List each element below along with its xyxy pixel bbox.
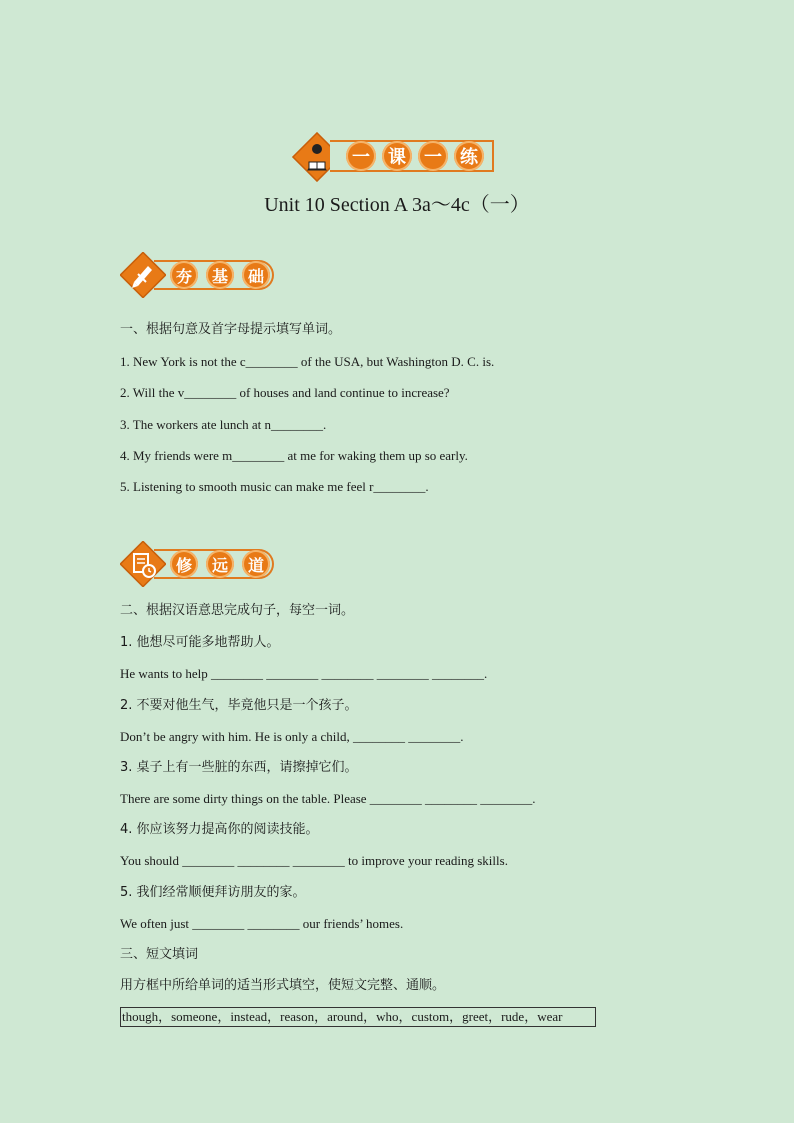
- exercise-prompt-zh: 3. 桌子上有一些脏的东西，请擦掉它们。: [120, 760, 358, 775]
- exercise-item: 4. My friends were m________ at me for waking them up so early.: [120, 448, 468, 463]
- exercise-item: 3. The workers ate lunch at n________.: [120, 417, 327, 432]
- exercise-sentence-en: We often just ________ ________ our friends’ homes.: [120, 916, 404, 931]
- exercise-prompt-zh: 1. 他想尽可能多地帮助人。: [120, 635, 280, 650]
- section-char: 夯: [170, 261, 198, 289]
- exercise-sentence-en: You should ________ ________ ________ to improve your reading skills.: [120, 853, 508, 868]
- section1-heading: 一、根据句意及首字母提示填写单词。: [120, 322, 342, 337]
- exercise-item: 1. New York is not the c________ of the USA, but Washington D. C. is.: [120, 354, 495, 369]
- lesson-banner: [290, 130, 500, 182]
- banner-char: 一: [418, 141, 448, 171]
- section-char: 远: [206, 550, 234, 578]
- word-bank-box: though，someone，instead，reason，around，who，custom，greet，rude，wear: [120, 1007, 596, 1027]
- exercise-sentence-en: There are some dirty things on the table. Please ________ ________ ________.: [120, 791, 536, 806]
- section3-heading: 三、短文填词: [120, 947, 199, 962]
- section3-instruction: 用方框中所给单词的适当形式填空，使短文完整、通顺。: [120, 978, 446, 993]
- section-char: 基: [206, 261, 234, 289]
- exercise-sentence-en: Don’t be angry with him. He is only a child, ________ ________.: [120, 729, 464, 744]
- exercise-prompt-zh: 2. 不要对他生气，毕竟他只是一个孩子。: [120, 698, 358, 713]
- section-char: 础: [242, 261, 270, 289]
- page-title: Unit 10 Section A 3a～4c（一）: [264, 194, 530, 216]
- exercise-item: 5. Listening to smooth music can make me feel r________.: [120, 479, 429, 494]
- exercise-prompt-zh: 4. 你应该努力提高你的阅读技能。: [120, 822, 319, 837]
- section-char: 道: [242, 550, 270, 578]
- banner-char: 练: [454, 141, 484, 171]
- exercise-prompt-zh: 5. 我们经常顺便拜访朋友的家。: [120, 885, 306, 900]
- section2-heading: 二、根据汉语意思完成句子，每空一词。: [120, 603, 355, 618]
- section-char: 修: [170, 550, 198, 578]
- banner-char: 一: [346, 141, 376, 171]
- exercise-item: 2. Will the v________ of houses and land continue to increase?: [120, 385, 450, 400]
- section-header-basics: [120, 252, 280, 298]
- banner-char: 课: [382, 141, 412, 171]
- exercise-sentence-en: He wants to help ________ ________ ________ ________ ________.: [120, 666, 488, 681]
- section-header-practice: [120, 541, 280, 587]
